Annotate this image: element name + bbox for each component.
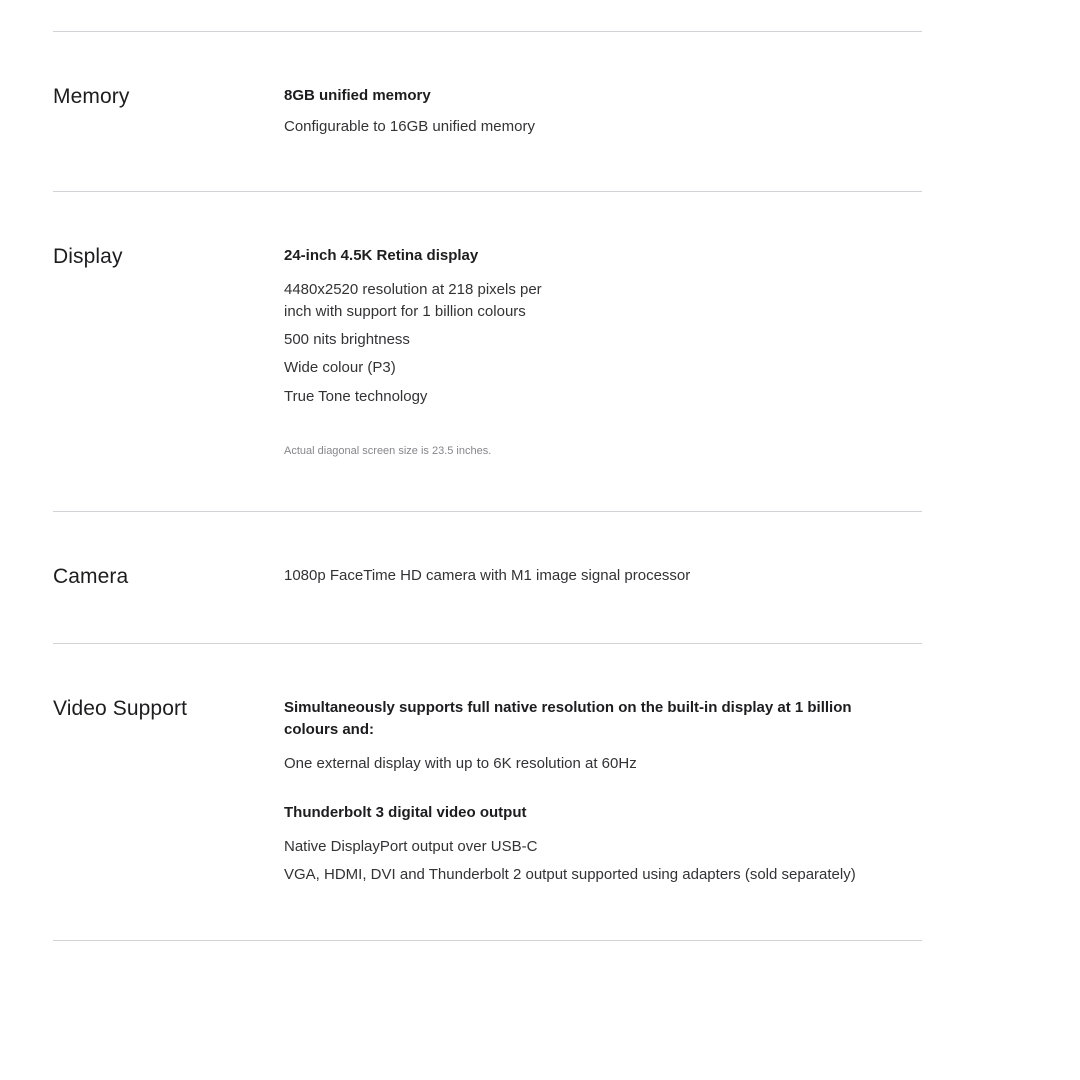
display-headline: 24-inch 4.5K Retina display (284, 247, 479, 264)
section-title-display: Display (53, 245, 123, 268)
memory-detail: Configurable to 16GB unified memory (284, 118, 535, 135)
memory-headline: 8GB unified memory (284, 87, 431, 104)
section-title-memory: Memory (53, 85, 130, 108)
section-title-camera: Camera (53, 565, 129, 588)
camera-detail: 1080p FaceTime HD camera with M1 image signal processor (284, 567, 691, 584)
section-divider (53, 511, 922, 512)
display-detail: 4480x2520 resolution at 218 pixels per inch with support for 1 billion colours (284, 281, 542, 320)
section-divider (53, 940, 922, 941)
video-support-subdetail: VGA, HDMI, DVI and Thunderbolt 2 output supported using adapters (sold separately) (284, 866, 856, 883)
video-support-subdetail: Native DisplayPort output over USB-C (284, 838, 538, 855)
video-support-headline: Simultaneously supports full native resolution on the built-in display at 1 billion colours and: (284, 699, 852, 738)
display-footnote: Actual diagonal screen size is 23.5 inches. (284, 445, 492, 457)
section-divider (53, 31, 922, 32)
display-detail: 500 nits brightness (284, 331, 410, 348)
display-detail: Wide colour (P3) (284, 359, 396, 376)
video-support-detail: One external display with up to 6K resolution at 60Hz (284, 755, 637, 772)
display-detail: True Tone technology (284, 388, 428, 405)
video-support-subheadline: Thunderbolt 3 digital video output (284, 804, 527, 821)
section-title-video-support: Video Support (53, 697, 188, 720)
section-divider (53, 191, 922, 192)
section-divider (53, 643, 922, 644)
